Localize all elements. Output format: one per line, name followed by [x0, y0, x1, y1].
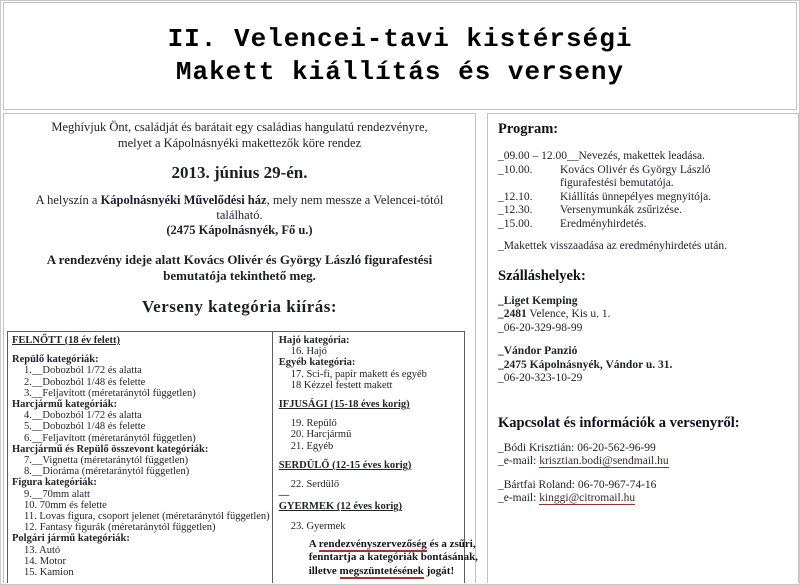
program-time: _10.00. [498, 163, 533, 176]
program-row [498, 191, 790, 205]
category-line: 14. Motor [24, 555, 66, 567]
categories-column-left [8, 332, 273, 583]
contact-heading: Kapcsolat és információk a versenyről: [498, 414, 740, 431]
category-line: 21. Egyéb [290, 440, 334, 452]
demo-paragraph [4, 252, 475, 284]
category-line [279, 391, 478, 399]
email-label: _e-mail: [498, 455, 540, 467]
program-desc: Kiállítás ünnepélyes megnyitója. [560, 190, 712, 203]
categories-heading: Verseny kategória kiírás: [141, 297, 338, 316]
program-heading: Program: [498, 121, 559, 137]
program-time: _09.00 – 12.00_ [498, 150, 573, 162]
venue-post: , mely nem messze a Velencei-tótól [266, 193, 444, 207]
category-line: 22. Serdülő [290, 479, 340, 491]
contact-name-phone: _Bártfai Roland: 06-70-967-74-16 [498, 478, 657, 491]
venue-name: Kápolnásnyéki Művelődési ház [100, 193, 267, 207]
program-section [487, 113, 799, 583]
categories-right-list [279, 335, 478, 532]
program-desc: Versenymunkák zsűrizése. [560, 204, 682, 216]
venue-address: (2475 Kápolnásnyék, Fő u.) [166, 223, 313, 237]
category-line [279, 410, 478, 418]
closing-l1-pre: A [308, 537, 319, 550]
closing-line3 [309, 565, 478, 579]
category-line: Hajó kategória: [278, 335, 350, 346]
program-rows [498, 150, 790, 231]
intro-line2: melyet a Kápolnásnyéki makettezők köre rendez [117, 136, 362, 150]
closing-note [309, 538, 478, 579]
category-line: 19. Repülő [290, 418, 337, 430]
category-line: 6.__Feljavított (méretaránytól független) [24, 432, 196, 444]
closing-line2: fenntartja a kategóriák bontásának, [308, 551, 478, 564]
category-line: 11. Lovas figura, csoport jelenet (méretaránytól független) [24, 511, 270, 523]
contact-name-phone: _Bódi Krisztián: 06-20-562-96-99 [498, 441, 656, 454]
category-line: FELNŐTT (18 év felett) [12, 335, 120, 346]
category-line: 23. Gyermek [290, 520, 346, 532]
category-line: 17. Sci-fi, papír makett és egyéb [290, 368, 427, 380]
program-note: _Makettek visszaadása az eredményhirdetés után. [498, 240, 727, 252]
lodging-heading: Szálláshelyek: [498, 267, 586, 284]
category-line: 16. Hajó [290, 346, 327, 358]
program-row [498, 218, 790, 232]
lodging-entry [498, 295, 790, 336]
intro-line1: Meghívjuk Önt, családját és barátait egy családias hangulatú rendezvényre, [51, 120, 428, 134]
categories-column-right [273, 332, 482, 583]
category-line: 4.__Dobozból 1/72 és alatta [24, 410, 142, 422]
closing-line1 [309, 538, 478, 552]
venue-line2: található. [216, 208, 263, 222]
demo-line2: bemutatója tekinthető meg. [163, 268, 316, 283]
venue-paragraph [4, 193, 475, 238]
category-line [279, 471, 478, 479]
lodging-address-bold: _2481 [498, 308, 527, 320]
program-desc: Eredményhirdetés. [560, 217, 647, 230]
email-label: _e-mail: [498, 492, 540, 504]
program-row [498, 164, 790, 191]
category-line [279, 513, 478, 521]
category-line: 18 Kézzel festett makett [290, 379, 393, 391]
lodging-address [498, 359, 790, 373]
closing-l3-underlined: megszüntetésének [339, 564, 424, 577]
category-line: Harcjármű kategóriák: [12, 399, 118, 411]
closing-l3-post: jogát! [423, 564, 455, 577]
program-row [498, 204, 790, 218]
program-desc: _Nevezés, makettek leadása. [572, 150, 705, 162]
lodging-name: _Liget Kemping [498, 294, 578, 307]
category-line: 9.__70mm alatt [24, 488, 90, 500]
category-line: 20. Harcjármű [290, 429, 352, 441]
category-line: 13. Autó [24, 544, 61, 556]
demo-line1: A rendezvény ideje alatt Kovács Olivér és György László figurafestési [46, 252, 433, 267]
lodging-entry [498, 345, 790, 386]
page-title-line2: Makett kiállítás és verseny [175, 57, 625, 87]
venue-pre: A helyszín a [35, 193, 101, 207]
program-time: _12.10. [498, 190, 533, 203]
email-link[interactable]: kinggi@citromail.hu [539, 492, 636, 504]
category-line [279, 452, 478, 460]
category-line: 3.__Feljavított (méretaránytól független) [24, 387, 196, 399]
email-link[interactable]: krisztian.bodi@sendmail.hu [539, 455, 669, 467]
category-line: — [278, 490, 290, 502]
category-line: GYERMEK (12 éves korig) [278, 501, 403, 513]
closing-l1-underlined: rendezvényszervezőség [318, 537, 427, 550]
contact-entry [498, 442, 790, 469]
category-line: 12. Fantasy figurák (méretaránytól független) [24, 522, 216, 534]
lodging-address [498, 308, 790, 322]
closing-l3-pre: illetve [308, 564, 340, 577]
category-line: 7.__Vignetta (méretaránytól független) [24, 455, 189, 467]
category-line: 10. 70mm és felette [24, 499, 107, 511]
contact-email-line [498, 492, 790, 506]
categories-table [7, 331, 478, 583]
contact-email-line [498, 455, 790, 469]
category-line: 15. Kamion [24, 567, 74, 579]
category-line: SERDÜLŐ (12-15 éves korig) [278, 459, 412, 471]
intro-paragraph [4, 114, 475, 151]
lodging-address-bold: _2475 Kápolnásnyék, Vándor u. 31. [498, 358, 673, 371]
category-line: Repülő kategóriák: [12, 354, 99, 366]
lodging-name: _Vándor Panzió [498, 345, 578, 357]
category-line: 2.__Dobozból 1/48 és felette [24, 376, 146, 388]
program-time: _15.00. [498, 217, 533, 230]
event-date: 2013. június 29-én. [171, 163, 308, 182]
closing-l1-post: és a zsűri, [426, 537, 476, 550]
title-header-box [3, 2, 797, 110]
category-line: Egyéb kategória: [278, 357, 356, 369]
category-line: 1.__Dobozból 1/72 és alatta [24, 365, 142, 377]
category-line: Figura kategóriák: [12, 477, 97, 489]
lodging-phone: _06-20-323-10-29 [498, 372, 583, 384]
lodging-address-rest: Velence, Kis u. 1. [526, 308, 611, 320]
category-line: 5.__Dobozból 1/48 és felette [24, 421, 146, 433]
category-line: Harcjármű és Repülő összevont kategóriák: [12, 443, 209, 455]
program-desc: Kovács Olivér és György László figurafestési bemutatója. [560, 163, 711, 189]
invitation-section [3, 113, 476, 583]
page-title-line1: II. Velencei-tavi kistérségi [167, 24, 633, 54]
program-time: _12.30. [498, 204, 533, 216]
category-line: Polgári jármű kategóriák: [12, 533, 130, 545]
venue-line1 [4, 193, 475, 208]
lodging-phone: _06-20-329-98-99 [498, 321, 583, 334]
category-line [12, 346, 270, 354]
program-row [498, 150, 790, 164]
contact-entry [498, 479, 790, 506]
category-line: IFJUSÁGI (15-18 éves korig) [278, 399, 410, 411]
category-line: 8.__Dioráma (méretaránytól független) [24, 466, 190, 478]
